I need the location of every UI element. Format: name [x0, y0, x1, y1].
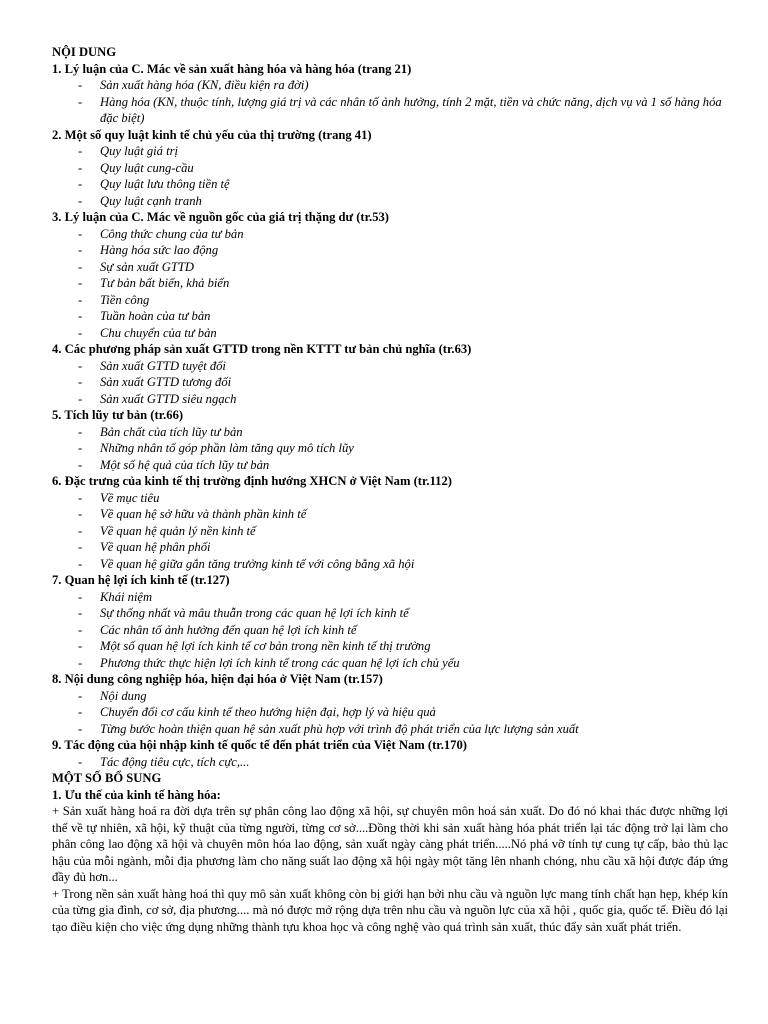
dash-bullet-icon: -: [78, 589, 83, 604]
list-item-text: Sự thống nhất và mâu thuẫn trong các quan hệ lợi ích kinh tế: [100, 606, 409, 620]
list-item: [52, 523, 728, 540]
dash-bullet-icon: -: [78, 457, 83, 472]
list-item: [52, 94, 728, 127]
section-item-list: [52, 589, 728, 672]
section-title: 8. Nội dung công nghiệp hóa, hiện đại hóa ở Việt Nam (tr.157): [52, 672, 383, 686]
dash-bullet-icon: -: [78, 243, 83, 257]
dash-bullet-icon: -: [78, 309, 83, 323]
dash-bullet-icon: -: [78, 391, 83, 406]
section-item-list: [52, 358, 728, 408]
list-item-text: Về mục tiêu: [100, 490, 160, 505]
list-item-text: Sản xuất GTTD tuyệt đối: [100, 358, 226, 373]
list-item: [52, 292, 728, 309]
dash-bullet-icon: -: [78, 325, 83, 340]
list-item: [52, 325, 728, 342]
list-item-text: Nội dung: [100, 688, 147, 703]
list-item: [52, 688, 728, 705]
dash-bullet-icon: -: [78, 193, 83, 208]
dash-bullet-icon: -: [78, 78, 83, 92]
list-item: [52, 539, 728, 556]
list-item-text: Sản xuất GTTD tương đối: [100, 375, 232, 389]
list-item-text: Quy luật lưu thông tiền tệ: [100, 177, 230, 191]
list-item: [52, 605, 728, 622]
list-item-text: Tiền công: [100, 292, 150, 307]
list-item-text: Tư bản bất biến, khả biến: [100, 276, 230, 290]
section-title: 1. Lý luận của C. Mác về sản xuất hàng hóa và hàng hóa (trang 21): [52, 61, 412, 76]
dash-bullet-icon: -: [78, 490, 83, 505]
section-item-list: [52, 490, 728, 573]
dash-bullet-icon: -: [78, 424, 83, 439]
dash-bullet-icon: -: [78, 556, 83, 571]
dash-bullet-icon: -: [78, 688, 83, 703]
dash-bullet-icon: -: [78, 276, 83, 290]
dash-bullet-icon: -: [78, 639, 83, 653]
dash-bullet-icon: -: [78, 375, 83, 389]
list-item: [52, 556, 728, 573]
section-item-list: [52, 226, 728, 342]
dash-bullet-icon: -: [78, 622, 83, 637]
list-item: [52, 160, 728, 177]
list-item-text: Một số hệ quả của tích lũy tư bản: [100, 457, 270, 472]
list-item: [52, 457, 728, 474]
section-title: 9. Tác động của hội nhập kinh tế quốc tế đến phát triển của Việt Nam (tr.170): [52, 738, 467, 752]
list-item: [52, 704, 728, 721]
list-item-text: Về quan hệ phân phối: [100, 540, 211, 554]
list-item-text: Sản xuất GTTD siêu ngạch: [100, 391, 237, 406]
list-item: [52, 193, 728, 210]
dash-bullet-icon: -: [78, 754, 83, 769]
list-item: [52, 242, 728, 259]
list-item: [52, 259, 728, 276]
dash-bullet-icon: -: [78, 358, 83, 373]
list-item: [52, 391, 728, 408]
list-item-text: Về quan hệ quản lý nền kinh tế: [100, 523, 256, 538]
list-item-text: Một số quan hệ lợi ích kinh tế cơ bản trong nền kinh tế thị trường: [100, 639, 431, 653]
section-title: 4. Các phương pháp sản xuất GTTD trong nền KTTT tư bản chủ nghĩa (tr.63): [52, 342, 472, 356]
section-item-list: [52, 143, 728, 209]
dash-bullet-icon: -: [78, 540, 83, 554]
list-item: [52, 226, 728, 243]
list-item: [52, 589, 728, 606]
dash-bullet-icon: -: [78, 259, 83, 274]
list-item-text: Hàng hóa (KN, thuộc tính, lượng giá trị và các nhân tố ảnh hưởng, tính 2 mặt, tiền và chức năng, dịch vụ và 1 số hàng hóa đặc biệt): [100, 94, 722, 125]
dash-bullet-icon: -: [78, 655, 83, 670]
sections-container: [52, 61, 728, 771]
dash-bullet-icon: -: [78, 523, 83, 538]
list-item-text: Tuần hoàn của tư bản: [100, 309, 211, 323]
section-title: 2. Một số quy luật kinh tế chủ yếu của thị trường (trang 41): [52, 127, 372, 142]
section-item-list: [52, 424, 728, 474]
list-item-text: Sự sản xuất GTTD: [100, 259, 194, 274]
list-item-text: Những nhân tố góp phần làm tăng quy mô tích lũy: [100, 441, 354, 455]
list-item-text: Từng bước hoàn thiện quan hệ sản xuất phù hợp với trình độ phát triển của lực lượng sản xuất: [100, 721, 579, 736]
list-item-text: Chu chuyển của tư bản: [100, 325, 217, 340]
list-item: [52, 374, 728, 391]
list-item-text: Về quan hệ giữa gắn tăng trưởng kinh tế với công bằng xã hội: [100, 556, 415, 571]
list-item-text: Các nhân tố ảnh hưởng đến quan hệ lợi ích kinh tế: [100, 622, 357, 637]
list-item: [52, 358, 728, 375]
list-item: [52, 721, 728, 738]
list-item-text: Quy luật giá trị: [100, 144, 179, 158]
list-item-text: Hàng hóa sức lao động: [100, 243, 219, 257]
list-item-text: Sản xuất hàng hóa (KN, điều kiện ra đời): [100, 78, 309, 92]
list-item-text: Quy luật cạnh tranh: [100, 193, 202, 208]
supplement-paragraph: + Sản xuất hàng hoá ra đời dựa trên sự phân công lao động xã hội, sự chuyên môn hoá sản xuất. Do đó nó khai thác được những lợi thế về tự nhiên, xã hội, kỹ thuật của từng người, từng cơ sở....Đồng thời khi sản xuất hàng hóa phát triển lại tác động trở lại làm cho phân công lao động xã hội và chuyên môn hóa lao động, sản xuất ngày càng phát triển.....Nó phá vỡ tính tự cung tự cấp, bảo thủ lạc hậu của mỗi ngành, mỗi địa phương làm cho năng suất lao động xã hội ngày một tăng lên nhanh chóng, nhu cầu xã hội được đáp ứng đầy đủ hơn...: [52, 804, 728, 884]
dash-bullet-icon: -: [78, 721, 83, 736]
dash-bullet-icon: -: [78, 160, 83, 175]
list-item: [52, 622, 728, 639]
document-page: [52, 44, 728, 935]
dash-bullet-icon: -: [78, 705, 83, 719]
supplement-paragraph: + Trong nền sản xuất hàng hoá thì quy mô sản xuất không còn bị giới hạn bởi nhu cầu và nguồn lực mang tính chất hạn hẹp, khép kín của từng gia đình, cơ sở, địa phương.... mà nó được mở rộng dựa trên nhu cầu và nguồn lực của xã hội , quốc gia, quốc tế. Điều đó lại tạo điều kiện cho việc ứng dụng những thành tựu khoa học và công nghệ vào quá trình sản xuất, thúc đẩy sản xuất phát triển.: [52, 886, 728, 934]
list-item-text: Về quan hệ sở hữu và thành phần kinh tế: [100, 507, 307, 521]
list-item: [52, 424, 728, 441]
list-item-text: Phương thức thực hiện lợi ích kinh tế trong các quan hệ lợi ích chủ yếu: [100, 655, 460, 670]
list-item: [52, 440, 728, 457]
list-item-text: Công thức chung của tư bản: [100, 226, 244, 241]
dash-bullet-icon: -: [78, 177, 83, 191]
list-item: [52, 308, 728, 325]
section-item-list: [52, 77, 728, 127]
list-item-text: Chuyển đổi cơ cấu kinh tế theo hướng hiện đại, hợp lý và hiệu quả: [100, 705, 436, 719]
section-item-list: [52, 688, 728, 738]
list-item: [52, 506, 728, 523]
list-item: [52, 176, 728, 193]
section-title: 3. Lý luận của C. Mác về nguồn gốc của giá trị thặng dư (tr.53): [52, 210, 389, 224]
section-item-list: [52, 754, 728, 771]
dash-bullet-icon: -: [78, 507, 83, 521]
list-item: [52, 143, 728, 160]
list-item-text: Tác động tiêu cực, tích cực,...: [100, 754, 250, 769]
dash-bullet-icon: -: [78, 606, 83, 620]
list-item: [52, 638, 728, 655]
dash-bullet-icon: -: [78, 94, 83, 109]
list-item: [52, 275, 728, 292]
section-title: 5. Tích lũy tư bản (tr.66): [52, 408, 184, 422]
supplement-heading: MỘT SỐ BỔ SUNG: [52, 771, 162, 785]
list-item-text: Khái niệm: [100, 589, 153, 604]
list-item: [52, 77, 728, 94]
list-item-text: Bản chất của tích lũy tư bản: [100, 424, 243, 439]
dash-bullet-icon: -: [78, 226, 83, 241]
section-title: 6. Đặc trưng của kinh tế thị trường định hướng XHCN ở Việt Nam (tr.112): [52, 474, 452, 488]
dash-bullet-icon: -: [78, 144, 83, 158]
list-item-text: Quy luật cung-cầu: [100, 160, 194, 175]
content-heading: NỘI DUNG: [52, 45, 117, 59]
dash-bullet-icon: -: [78, 292, 83, 307]
section-title: 7. Quan hệ lợi ích kinh tế (tr.127): [52, 573, 230, 587]
list-item: [52, 490, 728, 507]
list-item: [52, 754, 728, 771]
list-item: [52, 655, 728, 672]
supplement-subheading: 1. Ưu thế của kinh tế hàng hóa:: [52, 787, 221, 802]
dash-bullet-icon: -: [78, 441, 83, 455]
